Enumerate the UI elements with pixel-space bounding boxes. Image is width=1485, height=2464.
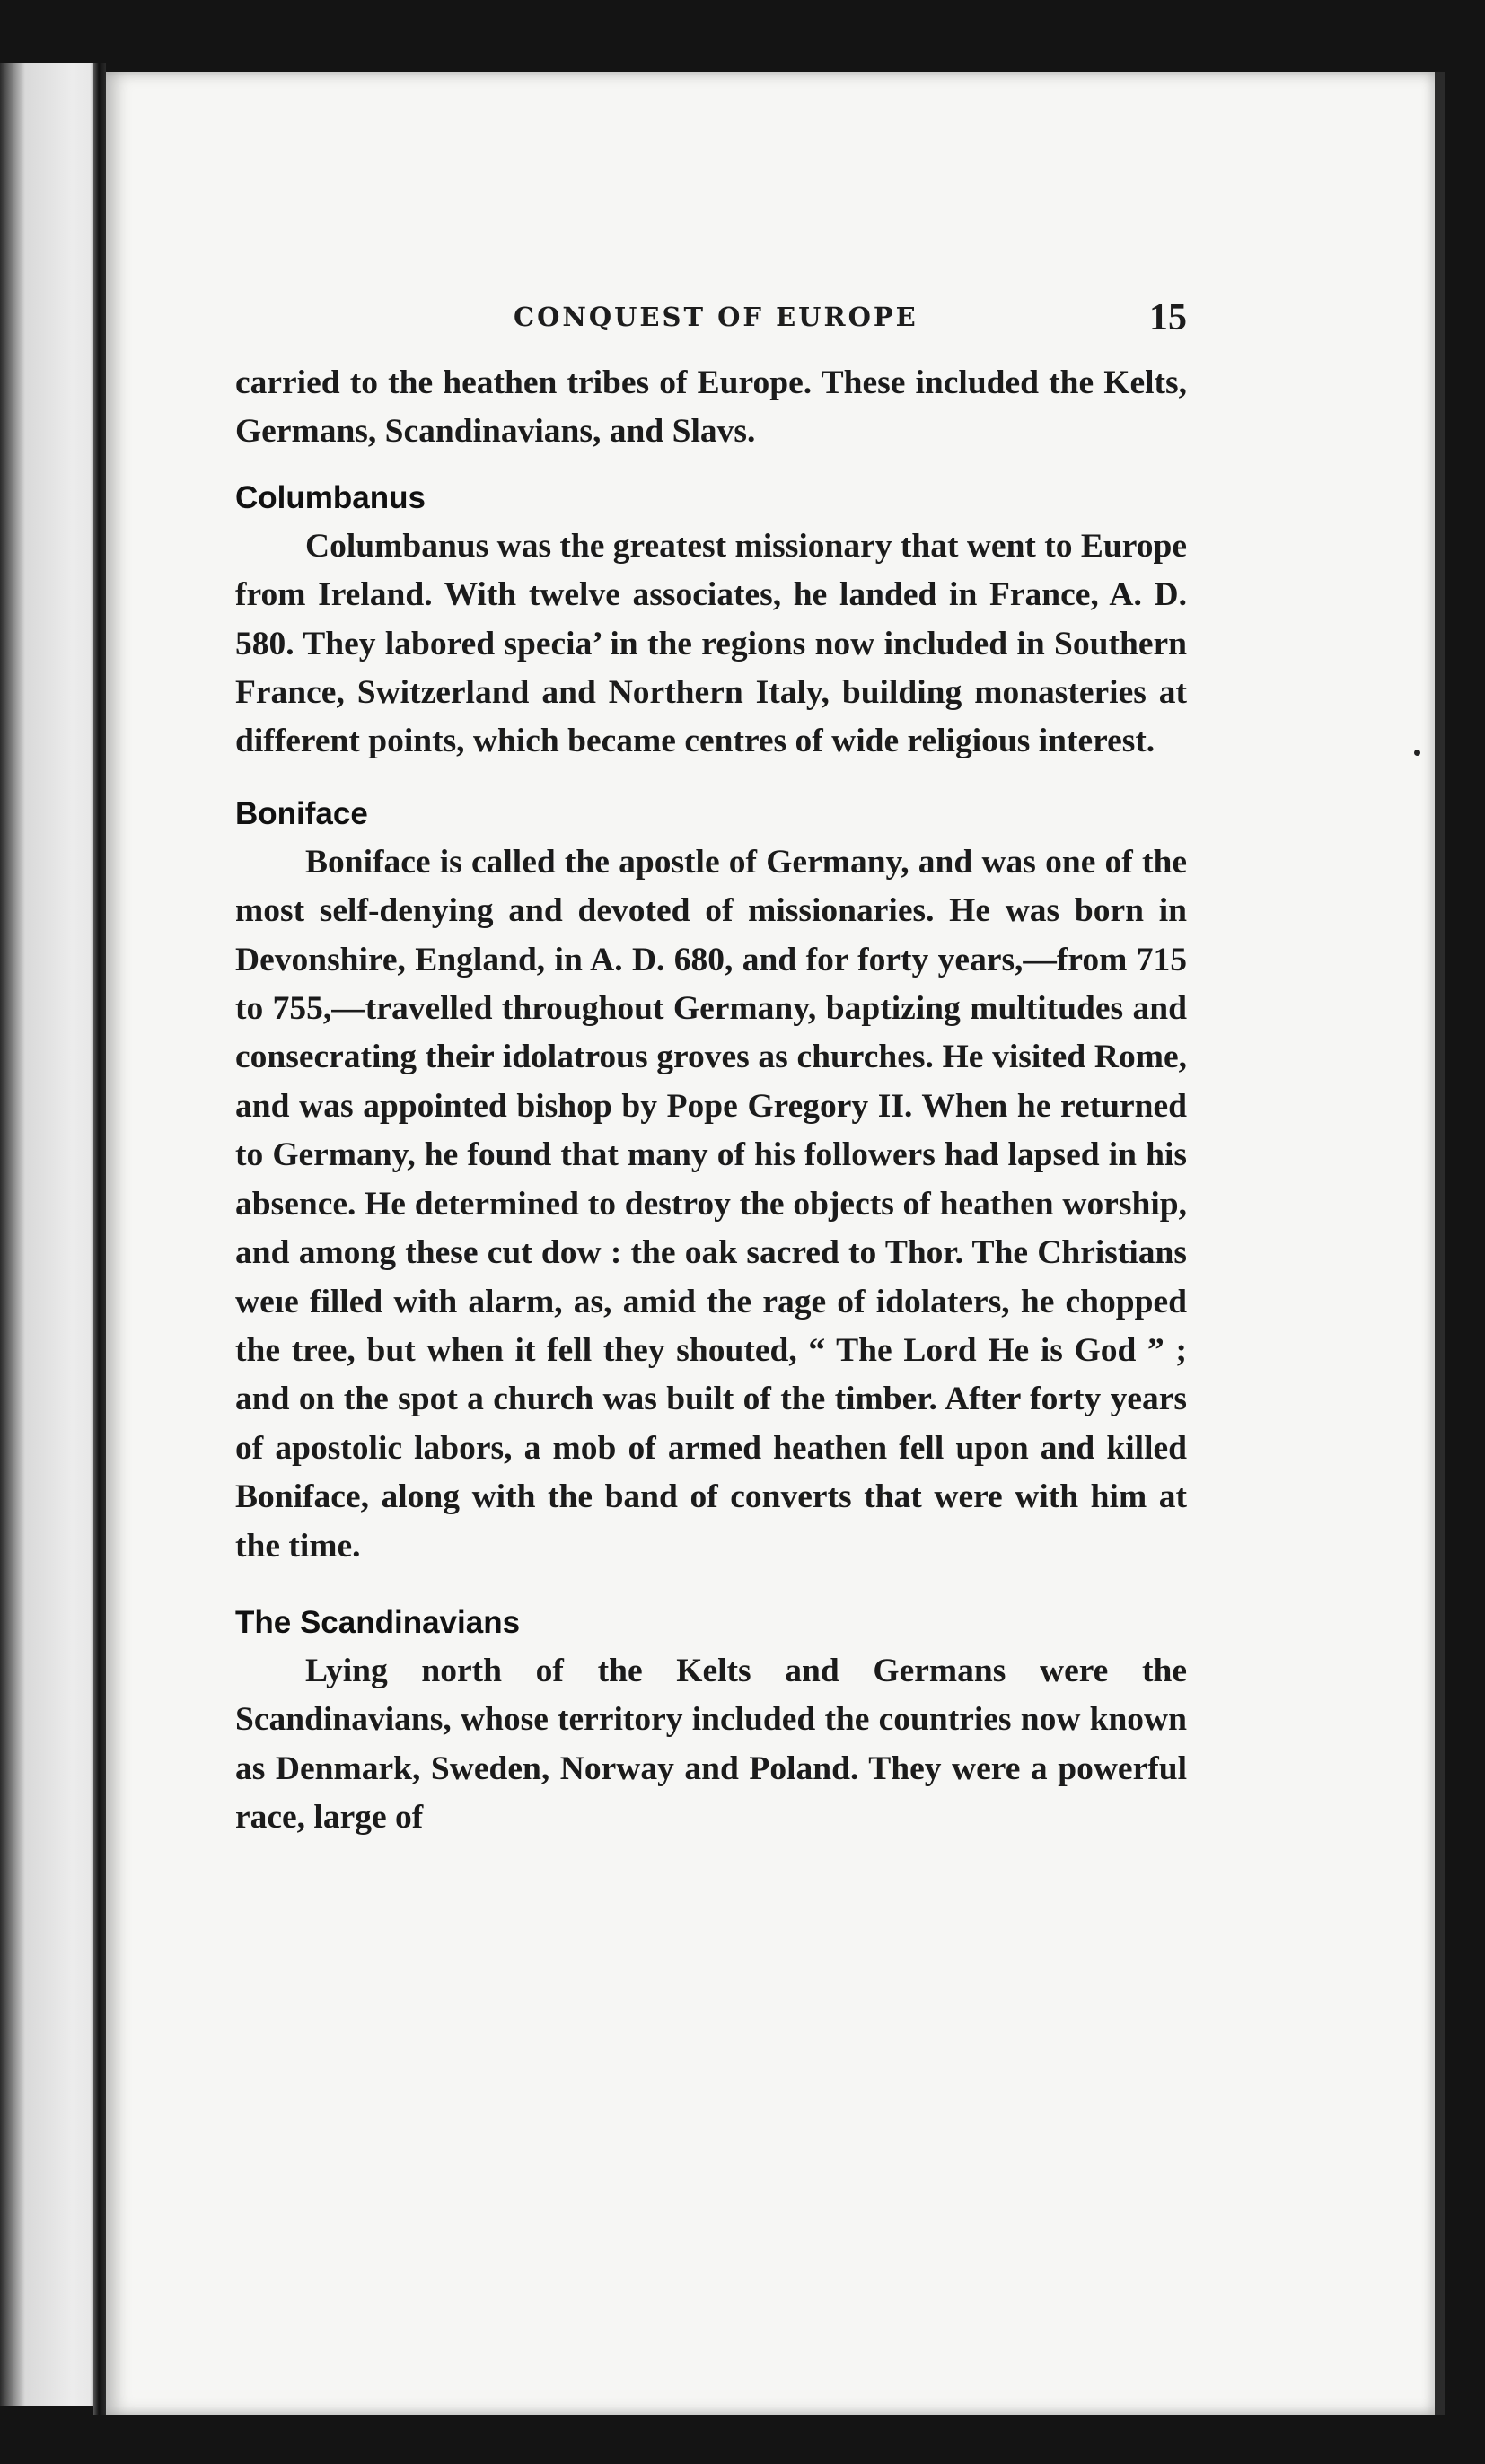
running-title: CONQUEST OF EUROPE <box>514 302 918 332</box>
section-heading-boniface: Boniface <box>235 795 368 831</box>
facing-page-edge <box>0 63 97 2406</box>
section-heading-columbanus: Columbanus <box>235 479 426 515</box>
section-text-columbanus: Columbanus was the greatest missionary that went to Europe from Ireland. With twelve associates, he landed in France, A. D. 580. They labored specia’ in the regions now included in Southern France, Switzerland and Northern Italy, building monasteries at different points, which became centres of wide religious interest. <box>235 527 1187 760</box>
section-heading-scandinavians: The Scandinavians <box>235 1604 521 1640</box>
scan-speck <box>1414 750 1420 756</box>
intro-paragraph: carried to the heathen tribes of Europe. These included the Kelts, Germans, Scandinavians, and Slavs. <box>235 364 1187 451</box>
book-gutter <box>93 63 106 2415</box>
page-body <box>235 359 1187 1843</box>
page-right-border <box>1435 72 1445 2415</box>
running-head <box>235 296 1187 345</box>
section-text-scandinavians: Lying north of the Kelts and Germans were the Scandinavians, whose territory included the countries now known as Denmark, Sweden, Norway and Poland. They were a powerful race, large of <box>235 1652 1187 1837</box>
page-number: 15 <box>1149 297 1187 338</box>
section-text-boniface: Boniface is called the apostle of Germany, and was one of the most self-denying and devoted of missionaries. He was born in Devonshire, England, in A. D. 680, and for forty years,—from 715 to 755,—travelled throughout Germany, baptizing multitudes and consecrating their idolatrous groves as churches. He visited Rome, and was appointed bishop by Pope Gregory II. When he returned to Germany, he found that many of his followers had lapsed in his absence. He determined to destroy the objects of heathen worship, and among these cut dow : the oak sacred to Thor. The Christians weıe filled with alarm, as, amid the rage of idolaters, he chopped the tree, but when it fell they shouted, “ The Lord He is God ” ; and on the spot a church was built of the timber. After forty years of apostolic labors, a mob of armed heathen fell upon and killed Boniface, along with the band of converts that were with him at the time. <box>235 843 1187 1565</box>
